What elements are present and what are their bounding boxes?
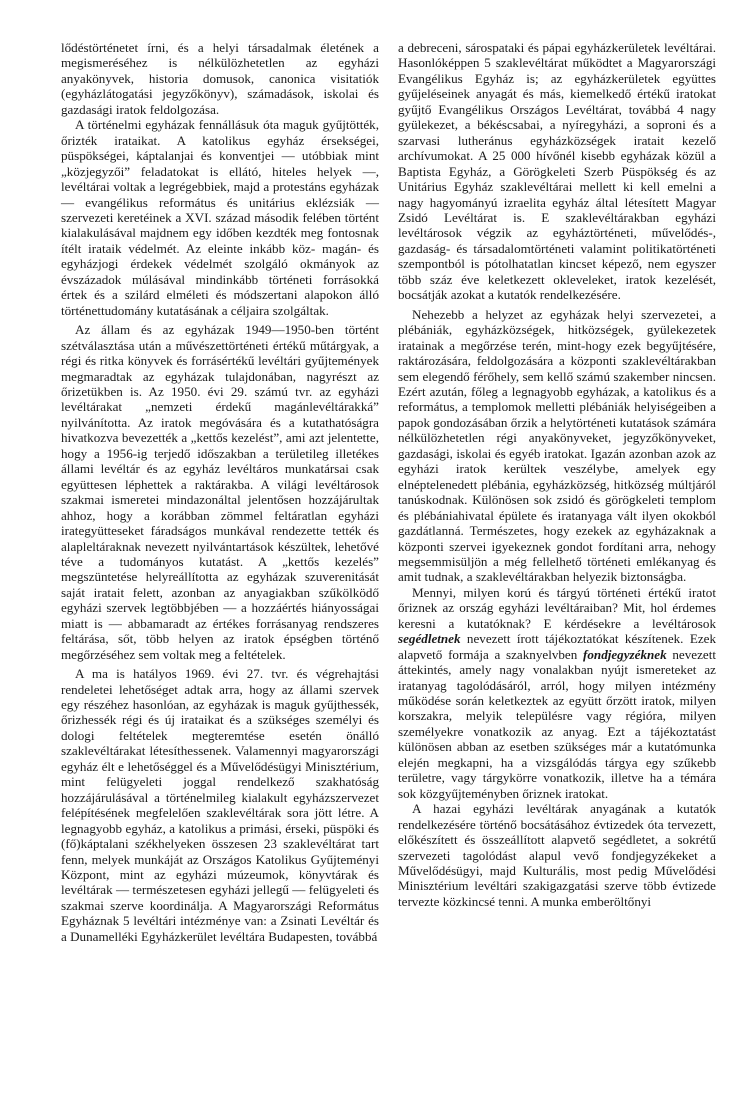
text-run: nevezett írott tájékoztatókat készítenek. Ezek alapvető formája a szaknyelvben: [398, 631, 716, 662]
emphasized-term: fondjegyzéknek: [583, 646, 667, 662]
paragraph: a debreceni, sárospataki és pápai egyházkerületek levéltárai. Hasonlóképpen 5 szaklevéltárat működtet a Magyarországi Evangélikus Egyház is; az egyházkerületek együttes gyűjeléseinek anyagát és más, kiemelkedő értékű iratokat gyűjtő Evangélikus Országos Levéltárat, továbbá 4 nagy gyülekezet, a békéscsabai, a nyíregyházi, a soproni és a szarvasi lutheránus egyházközségek iratait kezelő archívumokat. A 25 000 hívőnél kisebb egyházak közül a Baptista Egyház, a Görögkeleti Szerb Püspökség és az Unitárius Egyház szaklevéltárai mellett ki kell emelni a nagy hagyományú izraelita egyház által létesített Magyar Zsidó Levéltárat is. E szaklevéltárakban egyházi levéltárosok végzik az egyháztörténeti, művelődés-, gazdaság- és társadalomtörténeti valamint politikatörténeti szempontból is pótolhatatlan kincset képező, nem egyszer több száz éve keletkezett okleveleket, iratok kezelését, bocsátják azokat a kutatók rendelkezésére.: [398, 40, 716, 303]
emphasized-term: segédletnek: [398, 631, 461, 647]
right-column: [398, 40, 716, 909]
paragraph: Az állam és az egyházak 1949—1950-ben történt szétválasztása után a művészettörténeti értékű műtárgyak, a régi és ritka könyvek és forrásértékű levéltári gyűjtemények megmaradtak az egyházak tulajdonában, nagyrészt az őrizetükben is. Az 1950. évi 29. számú tvr. az egyházi levéltárakat „nemzeti érdekű magánlevéltárakká” nyilvánította. Az iratok megóvására és a kutathatóságra hivatkozva bevezették a „kettős kezelést”, ami azt jelentette, hogy a 1956-ig terjedő időszakban a területileg illetékes állami levéltár és az egyház levéltáros munkatársai csak együttesen léphettek a raktárakba. A világi levéltárosok szakmai ismeretei mindazonáltal jelentősen hozzájárultak ahhoz, hogy a korábban zömmel feltáratlan egyházi irategyütteseket fáradságos munkával rendezette tették és alapleltáraknak nevezett nyilvántartások készültek, lehetővé téve a tudományos kutatást. A „kettős kezelés” megszüntetése helyreállította az egyházak szuverenitását saját iratait felett, azonban az anyagiakban szűkölködő egyházi szervek legtöbbjében — a hozzáértés hiányosságai miatt is — abbamaradt az értékes forrásanyag rendszeres feltárása, sőt, több helyen az iratok épségben történő megőrzéséhez sem voltak meg a feltételek.: [61, 322, 379, 662]
text-run: Mennyi, milyen korú és tárgyú történeti értékű iratot őriznek az ország egyházi levéltáraiban? Mit, hol érdemes keresni a kutatóknak? E kérdésekre a levéltárosok: [398, 584, 716, 631]
paragraph: A történelmi egyházak fennállásuk óta maguk gyűjtötték, őrizték irataikat. A katolikus egyház érsekségei, püspökségei, káptalanjai és konventjei — utóbbiak mint „közjegyzői” feladatokat is ellátó, hiteles helyek —, levéltárai voltak a legrégebbiek, majd a protestáns egyházak — evangélikus református és unitárius eklézsiák — szervezeti keretéinek a XVI. század második felében történt kialakulásával majdnem egy időben kezdték meg fontosnak ítélt irataik védelmét. Az eleinte inkább köz- magán- és egyházjogi érdekek védelmét szolgáló okmányok az évszázadok múlásával mindinkább történeti forrásokká értek és a szilárd elméleti és módszertani alapokon álló történettudomány kutatásának a céljaira szolgáltak.: [61, 117, 379, 318]
paragraph: [398, 585, 716, 801]
left-column: [61, 40, 379, 944]
paragraph: A hazai egyházi levéltárak anyagának a kutatók rendelkezésére történő bocsátásához évtizedek óta tervezett, előkészített és összeállított alapvető segédletet, a sokrétű szervezeti tagolódást alapul vevő fondjegyzékeket a Művelődésügyi, majd Kulturális, most pedig Művelődési Minisztérium levéltári szakigazgatási szerve több évtizede tervezte közkincsé tenni. A munka emberöltőnyi: [398, 801, 716, 909]
text-run: nevezett áttekintés, amely nagy vonalakban nyújt ismereteket az iratanyag tagolódásáról, arról, hogy milyen intézmény működése során keletkeztek az együtt őrzött iratok, milyen korszakra, melyik településre vagy régióra, milyen személyekre vonatkozik az anyag. Ezt a tájékoztatást különösen abban az esetben szükséges már a kutatómunka elején megkapni, ha a vizsgálódás tárgya egy szűkebb területre, vagy tárgykörre vonatkozik, illetve ha a témára sok közgyűjteményben őriznek iratokat.: [398, 646, 716, 801]
paragraph: A ma is hatályos 1969. évi 27. tvr. és végrehajtási rendeletei lehetőséget adtak arra, hogy az állami szervek egy részéhez hasonlóan, az egyházak is maguk gyűjthessék, őrizhessék régi és új irataikat és a szükséges személyi és dologi feltételek megteremtése esetén önálló szaklevéltárakat létesíthessenek. Valamennyi magyarországi egyház élt e lehetőséggel és a Művelődésügyi Minisztérium, mint felügyeleti joggal rendelkező szakhatóság hozzájárulásával a történelmileg kialakult egyházszervezet felépítésének megfelelően szaklevéltárak sora jött létre. A legnagyobb egyház, a katolikus a primási, érseki, püspöki és (fő)káptalani székhelyeken összesen 23 szaklevéltárat tart fenn, melyek munkáját az Országos Katolikus Gyűjteményi Központ, mint az egyházi múzeumok, könyvtárak és levéltárak — természetesen egyházi jellegű — felügyeleti és szakmai szerve koordinálja. A Magyarországi Református Egyháznak 5 levéltári intézménye van: a Zsinati Levéltár és a Dunamelléki Egyházkerület levéltára Budapesten, továbbá: [61, 666, 379, 944]
paragraph: Nehezebb a helyzet az egyházak helyi szervezetei, a plébániák, egyházközségek, hitközségek, gyülekezetek iratainak a megőrzése terén, mint-hogy ezek begyűjtésére, raktározására, feldolgozására a központi szaklevéltárakban sem elegendő férőhely, sem kellő számú szakember nincsen. Ezért azután, főleg a legnagyobb egyházak, a katolikus és a református, a templomok melletti plébániák helyiségeiben a papok gondozásában őrzik a helytörténeti kutatások számára nélkülözhetetlen régi anyakönyveket, jegyzőkönyveket, gazdasági, iskolai és egyéb iratokat. Igazán azonban azok az egyházi iratok kerültek veszélybe, amelyek egy elnéptelenedett plébánia, egyházközség, hitközség múltjáról tanúskodnak. Különösen sok zsidó és görögkeleti templom és plébániahivatal épülete és iratanyaga vált ilyen okokból gazdátlanná. Természetes, hogy ezekek az egyházaknak a központi szervei igyekeznek gondot fordítani arra, nehogy megsemmisüljön a még fellelhető történeti emlékanyag és amit tudnak, a szaklevéltárakban helyezik biztonságba.: [398, 306, 716, 585]
paragraph: lődéstörténetet írni, és a helyi társadalmak életének a megismeréséhez is nélkülözhetetlen az egyházi anyakönyvek, historia domusok, canonica visitatiók (egyházlátogatási jegyzőkönyv), számadások, iskolai és gazdasági iratok feldolgozása.: [61, 40, 379, 117]
